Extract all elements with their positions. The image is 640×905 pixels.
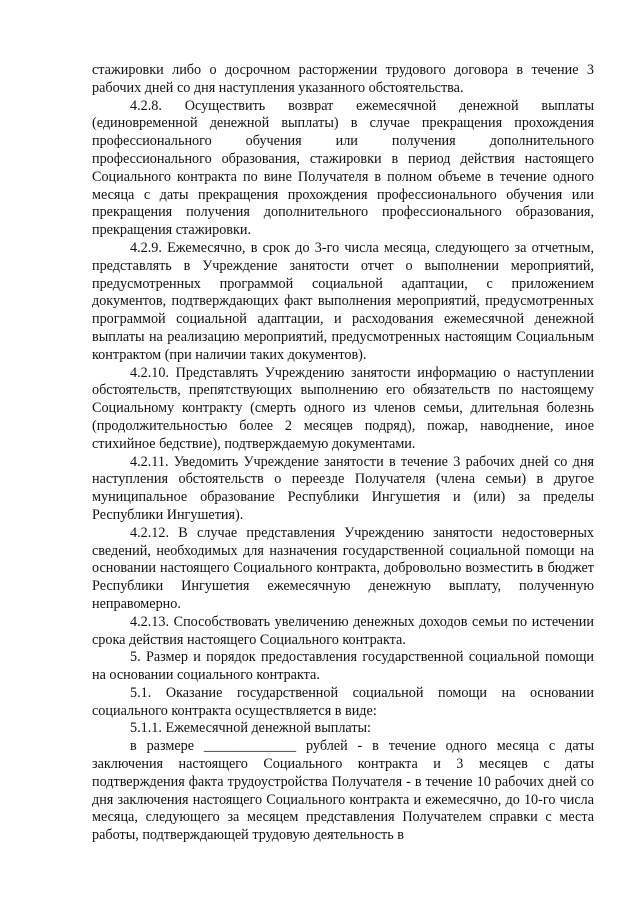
- document-page: [92, 62, 594, 845]
- paragraph-continuation: стажировки либо о досрочном расторжении трудового договора в течение 3 рабочих дней со дня наступления указанного обстоятельства.: [92, 62, 594, 96]
- paragraph-4-2-9: 4.2.9. Ежемесячно, в срок до 3-го числа месяца, следующего за отчетным, представлять в Учреждение занятости отчет о выполнении мероприятий, предусмотренных программой социальной адаптации, с приложением документов, подтверждающих факт выполнения мероприятий, предусмотренных программой социальной адаптации, и расходования ежемесячной денежной выплаты на реализацию мероприятий, предусмотренных настоящим Социальным контрактом (при наличии таких документов).: [92, 239, 594, 363]
- paragraph-4-2-13: 4.2.13. Способствовать увеличению денежных доходов семьи по истечении срока действия настоящего Социального контракта.: [92, 613, 594, 648]
- paragraph-5-1: 5.1. Оказание государственной социальной помощи на основании социального контракта осуществляется в виде:: [92, 684, 594, 719]
- paragraph-5-1-1: 5.1.1. Ежемесячной денежной выплаты:: [130, 720, 372, 737]
- paragraph-payment-amount: в размере _____________ рублей - в течение одного месяца с даты заключения настоящего Социального контракта и 3 месяцев с даты подтверждения факта трудоустройства Получателя - в течение 10 рабочих дней со дня заключения настоящего Социального контракта и ежемесячно, до 10-го числа месяца, следующего за месяцем представления Получателем справки с места работы, подтверждающей трудовую деятельность в: [92, 738, 594, 844]
- paragraph-4-2-11: 4.2.11. Уведомить Учреждение занятости в течение 3 рабочих дней со дня наступления обстоятельств о переезде Получателя (члена семьи) в другое муниципальное образование Республики Ингушетия и (или) за пределы Республики Ингушетия).: [92, 453, 594, 523]
- paragraph-4-2-8: 4.2.8. Осуществить возврат ежемесячной денежной выплаты (единовременной денежной выплаты) в случае прекращения прохождения профессионального обучения или получения дополнительного профессионального образования, стажировки в период действия настоящего Социального контракта по вине Получателя в полном объеме в течение одного месяца с даты прекращения прохождения профессионального обучения или прекращения получения дополнительного профессионального образования, прекращения стажировки.: [92, 97, 594, 239]
- section-5-heading: 5. Размер и порядок предоставления государственной социальной помощи на основании социального контракта.: [92, 649, 594, 684]
- paragraph-4-2-12: 4.2.12. В случае представления Учреждению занятости недостоверных сведений, необходимых для назначения государственной социальной помощи на основании настоящего Социального контракта, добровольно возместить в бюджет Республики Ингушетия ежемесячную денежную выплату, полученную неправомерно.: [92, 524, 594, 612]
- paragraph-4-2-10: 4.2.10. Представлять Учреждению занятости информацию о наступлении обстоятельств, препятствующих выполнению его обязательств по настоящему Социальному контракту (смерть одного из членов семьи, длительная болезнь (продолжительностью более 2 месяцев подряд), пожар, наводнение, иное стихийное бедствие), подтверждаемую документами.: [92, 364, 594, 452]
